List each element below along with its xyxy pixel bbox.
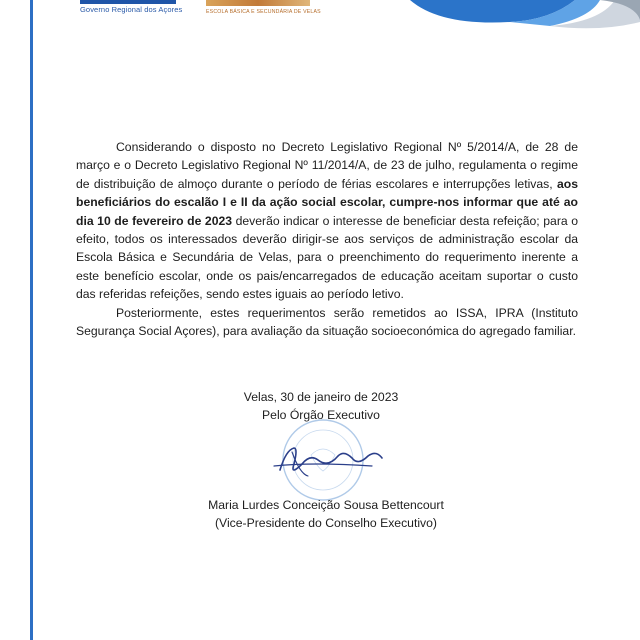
paragraph-bold-text: aos beneficiários do escalão I e II da ação social escolar, cumpre-nos informar que até ao dia 10 de fevereiro de 2023 bbox=[76, 176, 578, 228]
letterhead bbox=[0, 0, 640, 30]
paragraph-main bbox=[76, 138, 578, 304]
signatory-role: (Vice-Presidente do Conselho Executivo) bbox=[215, 516, 437, 531]
paragraph-text-continued: deverão indicar o interesse de beneficiar desta refeição; para o efeito, todos os interessados deverão dirigir-se aos serviços de administração escolar da Escola Básica e Secundária de Velas, para o preenchimento do requerimento inerente a este benefício escolar, onde os pais/encarregados de educação aceitam suportar o custo das referidas refeições, sendo estes iguais ao período letivo. bbox=[76, 213, 578, 302]
letter-body bbox=[76, 138, 578, 340]
handwritten-signature-icon bbox=[272, 440, 387, 482]
paragraph-text: Considerando o disposto no Decreto Legislativo Regional Nº 5/2014/A, de 28 de março e o Decreto Legislativo Regional Nº 11/2014/A, de 23 de julho, regulamenta o regime de distribuição de almoço durante o período de férias escolares e interrupções letivas, bbox=[76, 140, 578, 191]
government-label: Governo Regional dos Açores bbox=[80, 5, 183, 14]
corner-decoration-icon bbox=[400, 0, 640, 30]
signatory bbox=[186, 496, 466, 533]
margin-rule bbox=[30, 0, 33, 640]
place-date: Velas, 30 de janeiro de 2023 bbox=[243, 390, 399, 404]
government-logo bbox=[80, 0, 176, 4]
school-label: ESCOLA BÁSICA E SECUNDÁRIA DE VELAS bbox=[206, 9, 321, 15]
signatory-name: Maria Lurdes Conceição Sousa Bettencourt bbox=[208, 498, 444, 512]
school-logo bbox=[206, 0, 310, 6]
paragraph-second: Posteriormente, estes requerimentos serão remetidos ao ISSA, IPRA (Instituto Segurança Social Açores), para avaliação da situação socioeconómica do agregado familiar. bbox=[76, 305, 578, 339]
signing-organ: Pelo Órgão Executivo bbox=[262, 408, 380, 423]
